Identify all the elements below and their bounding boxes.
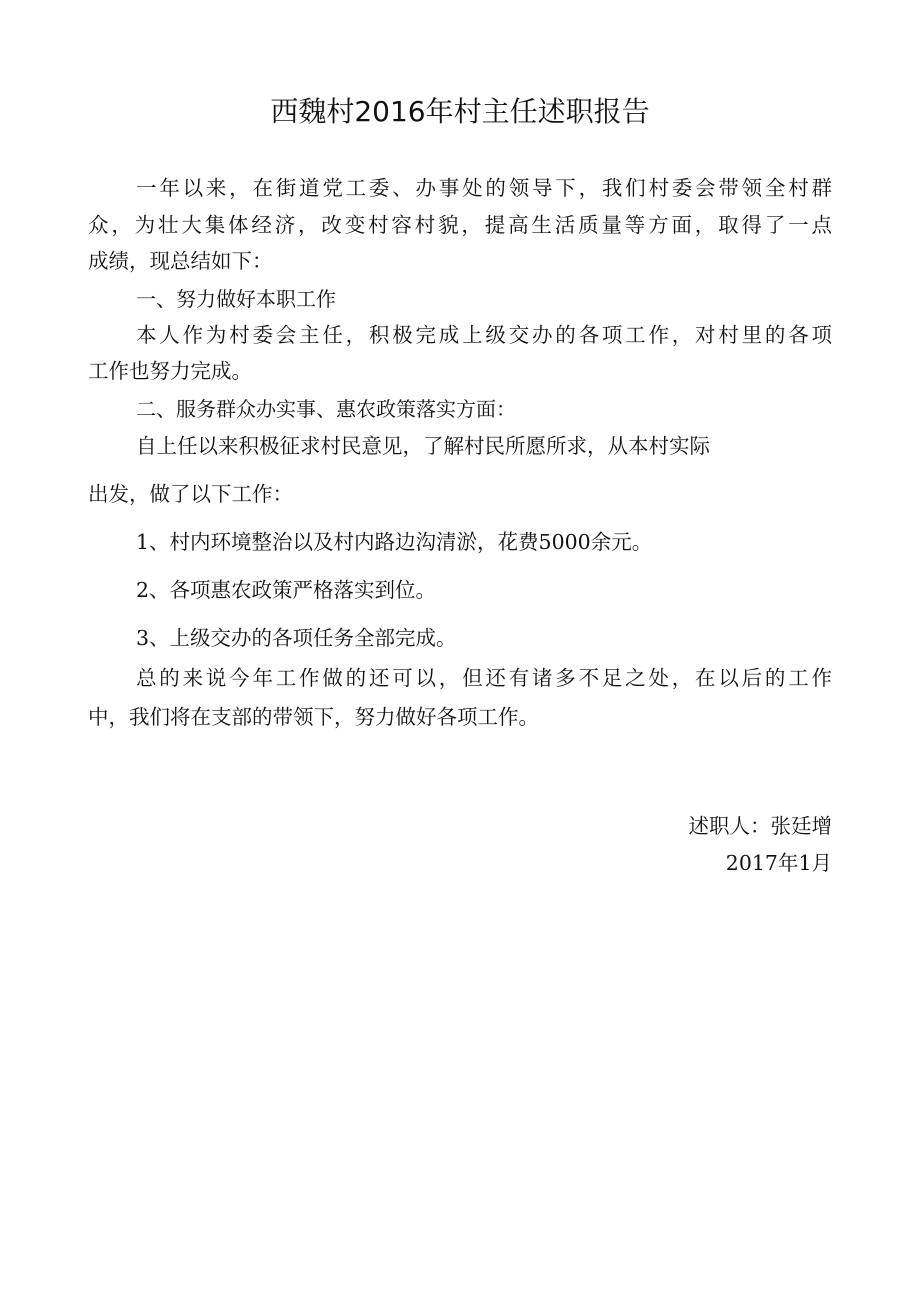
intro-line-1: 一年以来，在街道党工委、办事处的领导下，我们村委会带领全村群 bbox=[136, 176, 832, 200]
document-title: 西魏村2016年村主任述职报告 bbox=[270, 95, 650, 128]
list-item-2: 2、各项惠农政策严格落实到位。 bbox=[136, 578, 437, 602]
section2-line-2: 出发，做了以下工作： bbox=[88, 482, 293, 506]
intro-line-3: 成绩，现总结如下： bbox=[88, 249, 273, 273]
conclusion-line-2: 中，我们将在支部的带领下，努力做好各项工作。 bbox=[88, 705, 539, 729]
signature: 述职人：张廷增 bbox=[688, 814, 832, 838]
conclusion-line-1: 总的来说今年工作做的还可以，但还有诸多不足之处，在以后的工作 bbox=[136, 666, 832, 690]
section1-line-1: 本人作为村委会主任，积极完成上级交办的各项工作，对村里的各项 bbox=[136, 323, 832, 347]
list-item-1: 1、村内环境整治以及村内路边沟清淤，花费5000余元。 bbox=[136, 530, 653, 554]
report-date: 2017年1月 bbox=[725, 851, 832, 875]
intro-line-2: 众，为壮大集体经济，改变村容村貌，提高生活质量等方面，取得了一点 bbox=[88, 213, 832, 237]
section2-heading: 二、服务群众办实事、惠农政策落实方面： bbox=[136, 397, 516, 421]
list-item-3: 3、上级交办的各项任务全部完成。 bbox=[136, 626, 457, 650]
section2-line-1: 自上任以来积极征求村民意见，了解村民所愿所求，从本村实际 bbox=[136, 434, 710, 458]
section1-heading: 一、努力做好本职工作 bbox=[136, 287, 336, 311]
section1-line-2: 工作也努力完成。 bbox=[88, 359, 252, 383]
